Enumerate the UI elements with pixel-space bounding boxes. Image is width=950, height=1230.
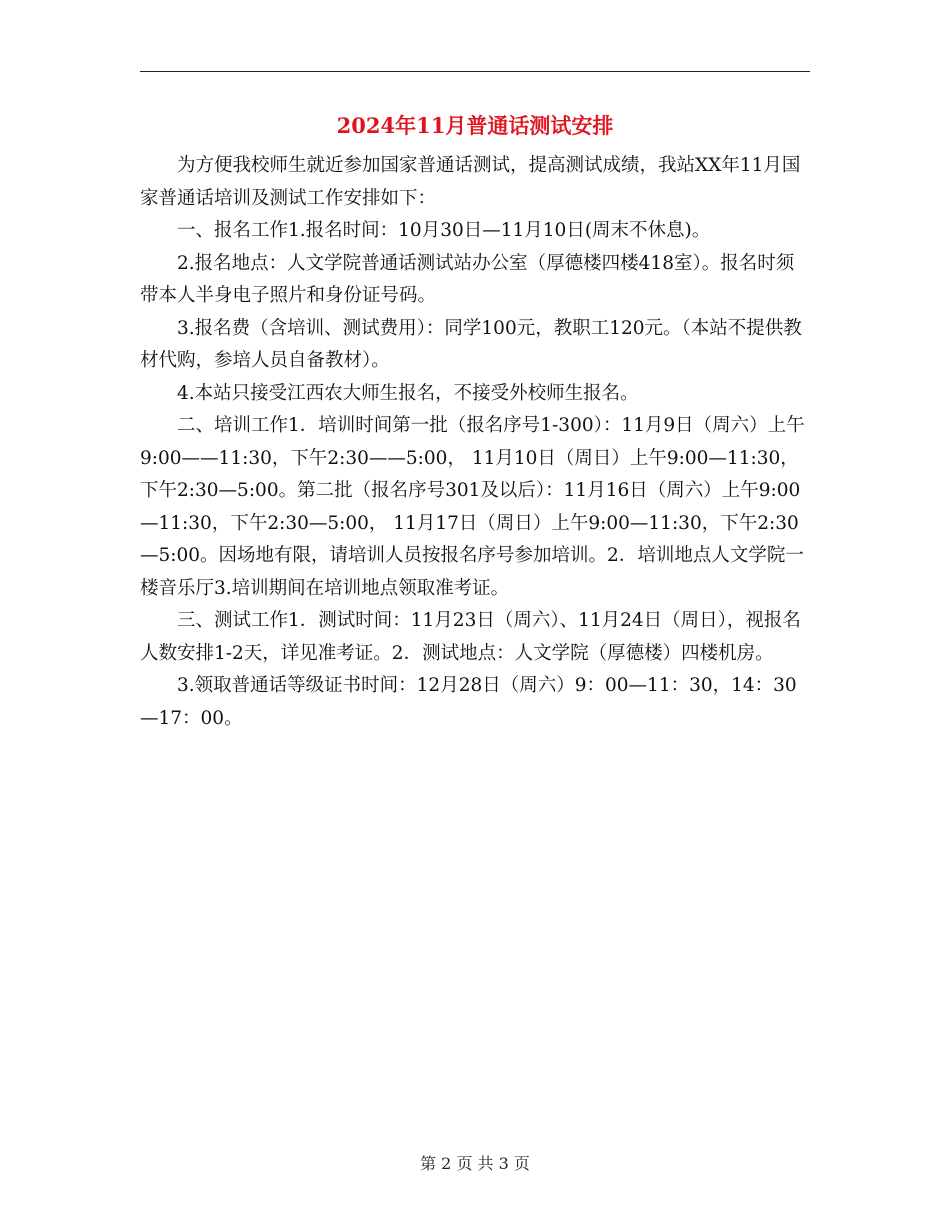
document-body <box>140 150 810 735</box>
paragraph-certificate: 3.领取普通话等级证书时间：12月28日（周六）9：00—11：30，14：30—17：00。 <box>140 675 797 729</box>
header-rule <box>140 71 810 72</box>
paragraph-intro: 为方便我校师生就近参加国家普通话测试，提高测试成绩，我站XX年11月国家普通话培训及测试工作安排如下： <box>140 155 801 209</box>
paragraph-eligibility: 4.本站只接受江西农大师生报名，不接受外校师生报名。 <box>177 382 639 404</box>
paragraph-testing: 三、测试工作1．测试时间：11月23日（周六）、11月24日（周日），视报名人数安排1-2天，详见准考证。2．测试地点：人文学院（厚德楼）四楼机房。 <box>140 610 801 664</box>
document-title: 2024年11月普通话测试安排 <box>336 113 614 138</box>
paragraph-registration-location: 2.报名地点：人文学院普通话测试站办公室（厚德楼四楼418室）。报名时须带本人半身电子照片和身份证号码。 <box>140 252 795 306</box>
paragraph-training: 二、培训工作1．培训时间第一批（报名序号1-300）：11月9日（周六）上午9:00——11:30，下午2:30——5:00， 11月10日（周日）上午9:00—11:30，下午2:30—5:00。第二批（报名序号301及以后）：11月16日（周六）上午9:00—11:30，下午2:30—5:00， 11月17日（周日）上午9:00—11:30，下午2:30—5:00。因场地有限，请培训人员按报名序号参加培训。2．培训地点人文学院一楼音乐厅3.培训期间在培训地点领取准考证。 <box>140 415 805 599</box>
paragraph-registration-time: 一、报名工作1.报名时间：10月30日—11月10日(周末不休息)。 <box>177 220 711 241</box>
paragraph-registration-fee: 3.报名费（含培训、测试费用）：同学100元，教职工120元。（本站不提供教材代购，参培人员自备教材）。 <box>140 317 802 371</box>
page-number: 第 2 页 共 3 页 <box>420 1154 530 1173</box>
